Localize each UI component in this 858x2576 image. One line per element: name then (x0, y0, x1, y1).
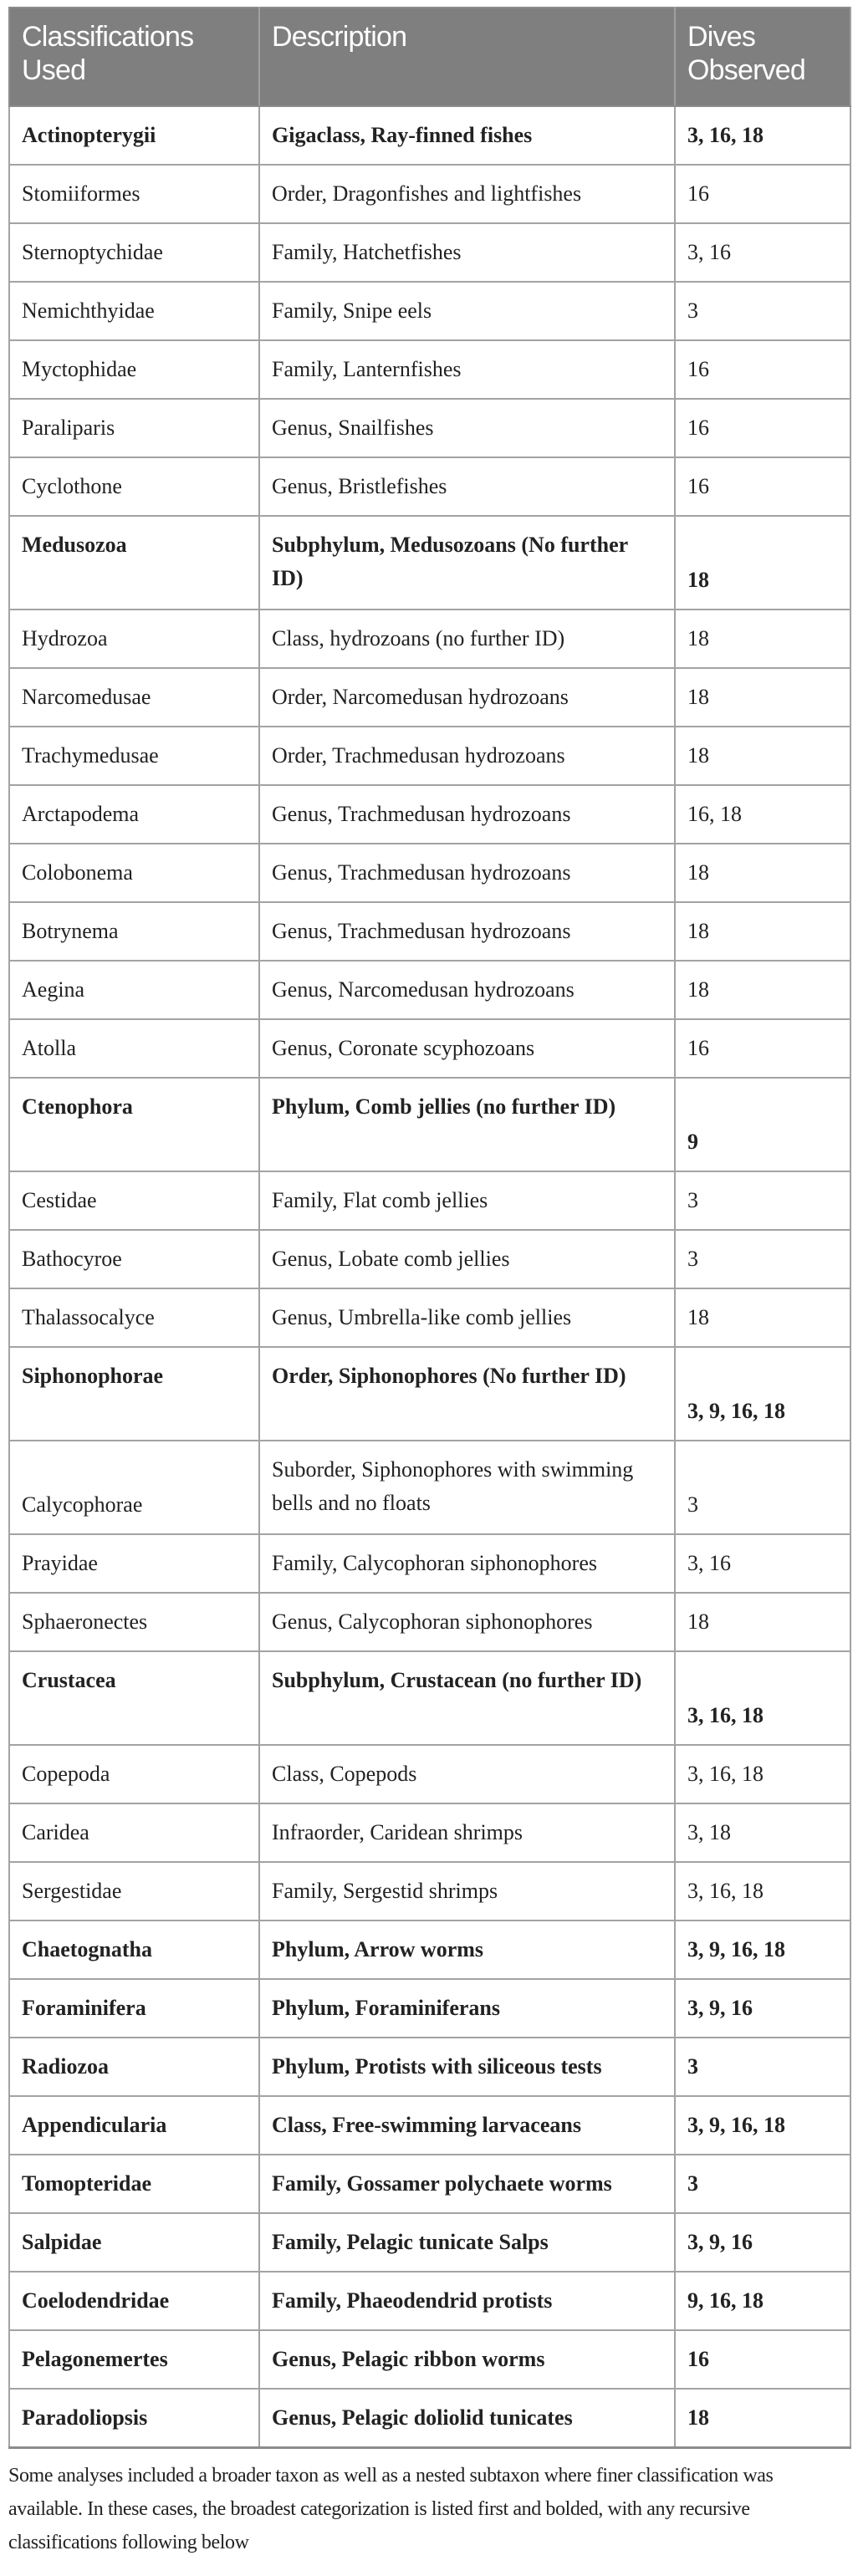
dives-observed-cell: 3, 18 (675, 1803, 850, 1862)
table-row (9, 1979, 850, 2038)
description-cell: Genus, Bristlefishes (259, 457, 675, 516)
dives-observed-cell: 18 (675, 1288, 850, 1347)
description-cell: Family, Flat comb jellies (259, 1171, 675, 1230)
taxon-name-cell: Crustacea (9, 1651, 259, 1745)
table-row (9, 727, 850, 785)
description-cell: Genus, Trachmedusan hydrozoans (259, 902, 675, 961)
taxon-name-cell: Cyclothone (9, 457, 259, 516)
taxon-name-cell: Prayidae (9, 1534, 259, 1593)
table-row (9, 1347, 850, 1441)
taxon-name-cell: Actinopterygii (9, 106, 259, 165)
taxon-name-cell: Hydrozoa (9, 610, 259, 668)
description-cell: Genus, Narcomedusan hydrozoans (259, 961, 675, 1019)
table-row (9, 1534, 850, 1593)
description-cell: Family, Hatchetfishes (259, 223, 675, 282)
table-row (9, 457, 850, 516)
table-row (9, 1441, 850, 1534)
description-cell: Family, Gossamer polychaete worms (259, 2155, 675, 2213)
taxon-name-cell: Thalassocalyce (9, 1288, 259, 1347)
taxon-name-cell: Siphonophorae (9, 1347, 259, 1441)
table-row (9, 399, 850, 457)
classifications-table (8, 7, 851, 2449)
table-row (9, 340, 850, 399)
dives-observed-cell: 3 (675, 1441, 850, 1534)
taxon-name-cell: Cestidae (9, 1171, 259, 1230)
description-cell: Suborder, Siphonophores with swimming bells and no floats (259, 1441, 675, 1534)
dives-observed-cell: 18 (675, 961, 850, 1019)
dives-observed-cell: 3, 9, 16 (675, 2213, 850, 2272)
table-footnote: Some analyses included a broader taxon as well as a nested subtaxon where finer classification was available. In these cases, the broadest categorization is listed first and bolded, with any recursive classifications following below (8, 2465, 774, 2553)
description-cell: Order, Dragonfishes and lightfishes (259, 165, 675, 223)
dives-observed-cell: 3 (675, 282, 850, 340)
taxon-name-cell: Pelagonemertes (9, 2330, 259, 2389)
description-cell: Genus, Snailfishes (259, 399, 675, 457)
table-row (9, 1078, 850, 1171)
taxon-name-cell: Arctapodema (9, 785, 259, 844)
dives-observed-cell: 3 (675, 2038, 850, 2096)
table-row (9, 668, 850, 727)
description-cell: Genus, Pelagic doliolid tunicates (259, 2389, 675, 2448)
taxon-name-cell: Caridea (9, 1803, 259, 1862)
description-cell: Family, Pelagic tunicate Salps (259, 2213, 675, 2272)
description-cell: Class, Free-swimming larvaceans (259, 2096, 675, 2155)
taxon-name-cell: Nemichthyidae (9, 282, 259, 340)
table-row (9, 1593, 850, 1651)
header-classifications: Classifications Used (9, 8, 259, 106)
table-row (9, 2389, 850, 2448)
dives-observed-cell: 16 (675, 1019, 850, 1078)
dives-observed-cell: 16 (675, 457, 850, 516)
description-cell: Genus, Lobate comb jellies (259, 1230, 675, 1288)
dives-observed-cell: 3 (675, 1171, 850, 1230)
table-row (9, 1921, 850, 1979)
description-cell: Order, Trachmedusan hydrozoans (259, 727, 675, 785)
taxon-name-cell: Myctophidae (9, 340, 259, 399)
dives-observed-cell: 18 (675, 668, 850, 727)
table-row (9, 1019, 850, 1078)
table-row (9, 2155, 850, 2213)
description-cell: Order, Siphonophores (No further ID) (259, 1347, 675, 1441)
dives-observed-cell: 16 (675, 399, 850, 457)
dives-observed-cell: 3, 9, 16, 18 (675, 1347, 850, 1441)
dives-observed-cell: 18 (675, 1593, 850, 1651)
taxon-name-cell: Sternoptychidae (9, 223, 259, 282)
taxon-name-cell: Sphaeronectes (9, 1593, 259, 1651)
taxon-name-cell: Atolla (9, 1019, 259, 1078)
description-cell: Class, Copepods (259, 1745, 675, 1803)
table-body (9, 106, 850, 2448)
dives-observed-cell: 3, 16, 18 (675, 1651, 850, 1745)
table-row (9, 516, 850, 610)
dives-observed-cell: 3, 16, 18 (675, 1862, 850, 1921)
table-row (9, 2272, 850, 2330)
table-row (9, 165, 850, 223)
dives-observed-cell: 3, 16, 18 (675, 106, 850, 165)
dives-observed-cell: 16 (675, 165, 850, 223)
taxon-name-cell: Radiozoa (9, 2038, 259, 2096)
description-cell: Subphylum, Crustacean (no further ID) (259, 1651, 675, 1745)
description-cell: Phylum, Comb jellies (no further ID) (259, 1078, 675, 1171)
description-cell: Family, Sergestid shrimps (259, 1862, 675, 1921)
table-row (9, 1651, 850, 1745)
table-row (9, 1230, 850, 1288)
table-row (9, 1288, 850, 1347)
header-dives-observed: Dives Observed (675, 8, 850, 106)
description-cell: Genus, Coronate scyphozoans (259, 1019, 675, 1078)
taxon-name-cell: Paraliparis (9, 399, 259, 457)
taxon-name-cell: Appendicularia (9, 2096, 259, 2155)
taxon-name-cell: Stomiiformes (9, 165, 259, 223)
dives-observed-cell: 3 (675, 2155, 850, 2213)
taxon-name-cell: Ctenophora (9, 1078, 259, 1171)
taxon-name-cell: Medusozoa (9, 516, 259, 610)
description-cell: Genus, Umbrella-like comb jellies (259, 1288, 675, 1347)
table-row (9, 106, 850, 165)
description-cell: Order, Narcomedusan hydrozoans (259, 668, 675, 727)
table-row (9, 1745, 850, 1803)
taxon-name-cell: Calycophorae (9, 1441, 259, 1534)
taxon-name-cell: Botrynema (9, 902, 259, 961)
table-row (9, 2096, 850, 2155)
taxon-name-cell: Paradoliopsis (9, 2389, 259, 2448)
taxon-name-cell: Tomopteridae (9, 2155, 259, 2213)
table-row (9, 785, 850, 844)
table-header-row (9, 8, 850, 106)
table-row (9, 2038, 850, 2096)
dives-observed-cell: 3, 9, 16 (675, 1979, 850, 2038)
table-row (9, 844, 850, 902)
description-cell: Gigaclass, Ray-finned fishes (259, 106, 675, 165)
header-description: Description (259, 8, 675, 106)
description-cell: Class, hydrozoans (no further ID) (259, 610, 675, 668)
dives-observed-cell: 18 (675, 902, 850, 961)
table-row (9, 1862, 850, 1921)
table-row (9, 2213, 850, 2272)
description-cell: Phylum, Protists with siliceous tests (259, 2038, 675, 2096)
taxon-name-cell: Foraminifera (9, 1979, 259, 2038)
taxon-name-cell: Sergestidae (9, 1862, 259, 1921)
taxon-name-cell: Coelodendridae (9, 2272, 259, 2330)
dives-observed-cell: 16 (675, 2330, 850, 2389)
table-row (9, 1803, 850, 1862)
taxon-name-cell: Salpidae (9, 2213, 259, 2272)
description-cell: Family, Phaeodendrid protists (259, 2272, 675, 2330)
description-cell: Phylum, Foraminiferans (259, 1979, 675, 2038)
dives-observed-cell: 3, 16, 18 (675, 1745, 850, 1803)
dives-observed-cell: 18 (675, 844, 850, 902)
taxon-name-cell: Narcomedusae (9, 668, 259, 727)
dives-observed-cell: 3 (675, 1230, 850, 1288)
description-cell: Genus, Trachmedusan hydrozoans (259, 785, 675, 844)
taxon-name-cell: Trachymedusae (9, 727, 259, 785)
dives-observed-cell: 3, 16 (675, 223, 850, 282)
table-row (9, 282, 850, 340)
description-cell: Genus, Pelagic ribbon worms (259, 2330, 675, 2389)
taxon-name-cell: Chaetognatha (9, 1921, 259, 1979)
table-row (9, 223, 850, 282)
dives-observed-cell: 18 (675, 516, 850, 610)
dives-observed-cell: 9, 16, 18 (675, 2272, 850, 2330)
dives-observed-cell: 3, 16 (675, 1534, 850, 1593)
taxon-name-cell: Colobonema (9, 844, 259, 902)
table-row (9, 610, 850, 668)
description-cell: Family, Calycophoran siphonophores (259, 1534, 675, 1593)
table-row (9, 2330, 850, 2389)
table-row (9, 902, 850, 961)
dives-observed-cell: 16, 18 (675, 785, 850, 844)
taxon-name-cell: Aegina (9, 961, 259, 1019)
description-cell: Family, Lanternfishes (259, 340, 675, 399)
description-cell: Phylum, Arrow worms (259, 1921, 675, 1979)
taxon-name-cell: Bathocyroe (9, 1230, 259, 1288)
dives-observed-cell: 18 (675, 610, 850, 668)
dives-observed-cell: 16 (675, 340, 850, 399)
table-row (9, 961, 850, 1019)
description-cell: Subphylum, Medusozoans (No further ID) (259, 516, 675, 610)
description-cell: Infraorder, Caridean shrimps (259, 1803, 675, 1862)
dives-observed-cell: 9 (675, 1078, 850, 1171)
description-cell: Genus, Calycophoran siphonophores (259, 1593, 675, 1651)
dives-observed-cell: 18 (675, 727, 850, 785)
dives-observed-cell: 18 (675, 2389, 850, 2448)
dives-observed-cell: 3, 9, 16, 18 (675, 1921, 850, 1979)
description-cell: Family, Snipe eels (259, 282, 675, 340)
table-row (9, 1171, 850, 1230)
dives-observed-cell: 3, 9, 16, 18 (675, 2096, 850, 2155)
taxon-name-cell: Copepoda (9, 1745, 259, 1803)
description-cell: Genus, Trachmedusan hydrozoans (259, 844, 675, 902)
